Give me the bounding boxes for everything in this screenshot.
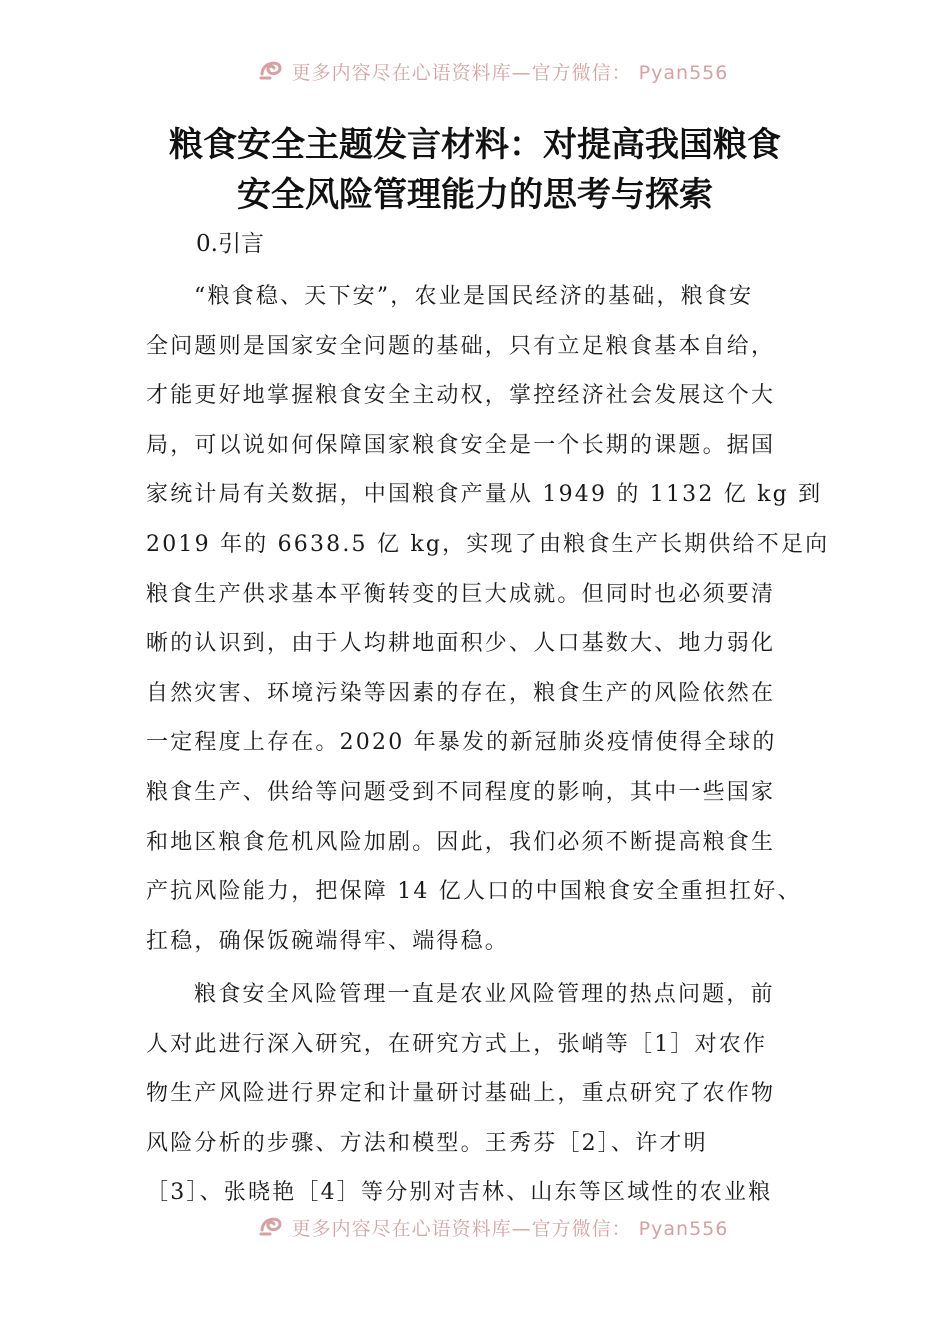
watermark-text: 更多内容尽在心语资料库—官方微信： Pyan556 (291, 61, 729, 84)
paragraph-line: 粮食安全风险管理一直是农业风险管理的热点问题，前 (194, 982, 775, 1007)
paragraph-line: 自然灾害、环境污染等因素的存在，粮食生产的风险依然在 (146, 680, 776, 706)
paragraph-line: 晰的认识到，由于人均耕地面积少、人口基数大、地力弱化 (146, 631, 776, 657)
paragraph-line: 一定程度上存在。2020 年暴发的新冠肺炎疫情使得全球的 (146, 730, 777, 756)
paragraph-line: 产抗风险能力，把保障 14 亿人口的中国粮食安全重担扛好、 (146, 879, 802, 905)
paragraph-line: 2019 年的 6638.5 亿 kg，实现了由粮食生产长期供给不足向 (146, 531, 830, 557)
paragraph-line: 和地区粮食危机风险加剧。因此，我们必须不断提高粮食生 (146, 829, 776, 855)
spiral-logo-icon (258, 54, 286, 82)
paragraph-line: 全问题则是国家安全问题的基础，只有立足粮食基本自给， (146, 333, 776, 359)
watermark-text: 更多内容尽在心语资料库—官方微信： Pyan556 (291, 1217, 729, 1240)
paragraph-line: 粮食生产供求基本平衡转变的巨大成就。但同时也必须要清 (146, 581, 776, 607)
paragraph-line: 风险分析的步骤、方法和模型。王秀芬［2］、许才明 (146, 1130, 708, 1156)
paragraph-line: 人对此进行深入研究，在研究方式上，张峭等［1］对农作 (146, 1031, 768, 1057)
spiral-logo-icon (258, 1210, 286, 1238)
paragraph-line: 物生产风险进行界定和计量研讨基础上，重点研究了农作物 (146, 1081, 776, 1107)
paragraph-literature (146, 970, 826, 1218)
title-line-2: 安全风险管理能力的思考与探索 (237, 175, 713, 215)
watermark-footer (0, 1206, 950, 1242)
watermark-header (0, 50, 950, 86)
paragraph-line: 局，可以说如何保障国家粮食安全是一个长期的课题。据国 (146, 432, 776, 458)
paragraph-line: ［3］、张晓艳［4］等分别对吉林、山东等区域性的农业粮 (146, 1180, 773, 1206)
document-title (0, 120, 950, 220)
paragraph-line: 扛稳，确保饭碗端得牢、端得稳。 (146, 928, 510, 954)
paragraph-intro (146, 272, 830, 966)
paragraph-line: 家统计局有关数据，中国粮食产量从 1949 的 1132 亿 kg 到 (146, 482, 823, 508)
section-heading: 0.引言 (196, 231, 264, 257)
paragraph-line: “粮食稳、天下安”，农业是国民经济的基础，粮食安 (194, 284, 754, 309)
paragraph-line: 才能更好地掌握粮食安全主动权，掌控经济社会发展这个大 (146, 383, 776, 409)
title-line-1: 粮食安全主题发言材料：对提高我国粮食 (169, 125, 781, 165)
paragraph-line: 粮食生产、供给等问题受到不同程度的影响，其中一些国家 (146, 779, 776, 805)
